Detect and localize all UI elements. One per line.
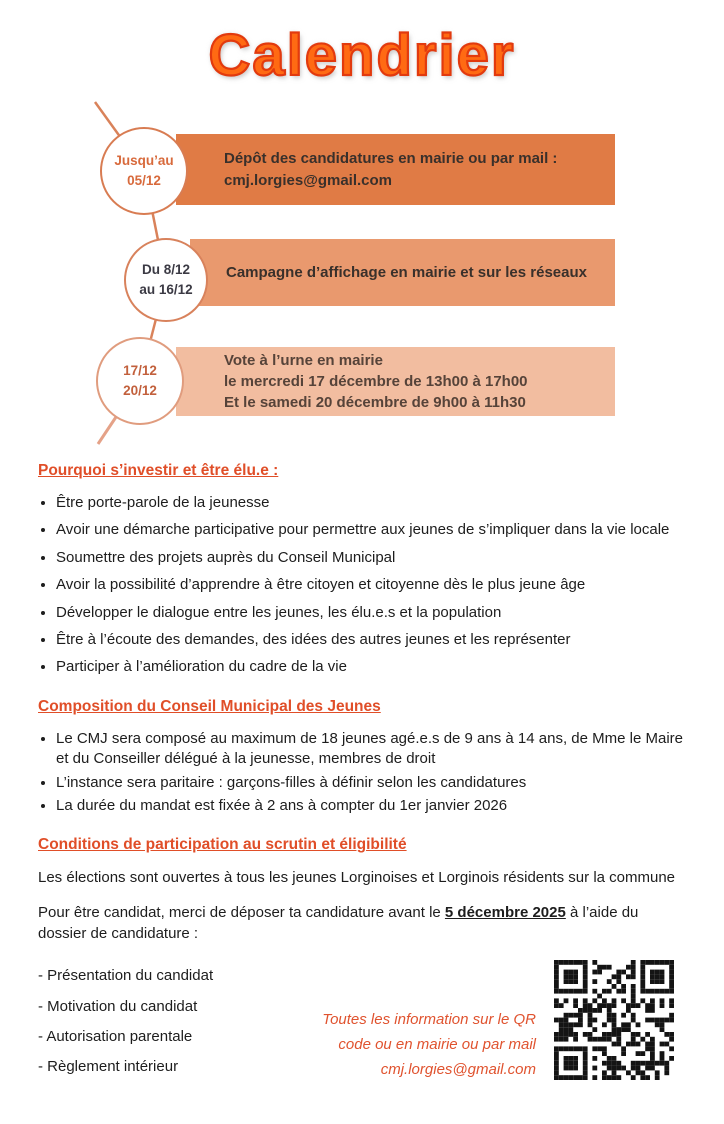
bottom-row	[38, 964, 690, 1124]
timeline-bar-text: le mercredi 17 décembre de 13h00 à 17h00	[224, 372, 528, 390]
page-title: Calendrier	[208, 23, 516, 88]
list-item: • La durée du mandat est fixée à 2 ans à compter du 1er janvier 2026	[56, 796, 690, 816]
timeline-date-circle-1	[100, 127, 188, 215]
timeline-date-line: Jusqu’au	[114, 153, 174, 169]
section-composition	[38, 698, 690, 817]
section-why	[38, 462, 690, 678]
dossier-item: - Autorisation parentale	[38, 1027, 193, 1045]
conditions-paragraph-2	[38, 902, 690, 944]
qr-note-line: code ou en mairie ou par mail	[338, 1036, 536, 1054]
list-item: • L’instance sera paritaire : garçons-filles à définir selon les candidatures	[56, 773, 690, 793]
list-item: • Être porte-parole de la jeunesse	[56, 493, 690, 513]
dossier-item: - Motivation du candidat	[38, 997, 198, 1015]
qr-note-line: cmj.lorgies@gmail.com	[380, 1060, 536, 1078]
conditions-paragraph-1: Les élections sont ouvertes à tous les jeunes Lorginoises et Lorginois résidents sur la commune	[38, 869, 676, 887]
section-heading-why: Pourquoi s’investir et être élu.e :	[38, 462, 279, 479]
timeline-date-line: au 16/12	[139, 282, 193, 297]
timeline-bar-candidatures	[176, 134, 615, 205]
qr-code	[554, 960, 674, 1080]
list-item: • Avoir la possibilité d’apprendre à être citoyen et citoyenne dès le plus jeune âge	[56, 575, 690, 595]
p2-after: à l’aide du dossier de candidature :	[38, 904, 639, 943]
timeline-bar-campagne	[190, 239, 615, 306]
list-item: • Être à l’écoute des demandes, des idées des autres jeunes et les représenter	[56, 630, 690, 650]
list-item: • Développer le dialogue entre les jeunes, les élu.e.s et la population	[56, 603, 690, 623]
list-item: • Participer à l’amélioration du cadre de la vie	[56, 657, 690, 677]
dossier-item: - Règlement intérieur	[38, 1058, 179, 1076]
section-heading-composition: Composition du Conseil Municipal des Jeunes	[38, 697, 381, 715]
timeline-bar-text: Dépôt des candidatures en mairie ou par mail :	[224, 150, 558, 168]
qr-code-image	[554, 960, 674, 1080]
timeline-date-circle-2	[124, 238, 208, 322]
timeline-date-line: Du 8/12	[141, 262, 191, 278]
timeline-date-line: 20/12	[123, 383, 157, 398]
section-conditions	[38, 836, 690, 944]
section-heading-conditions: Conditions de participation au scrutin et éligibilité	[38, 836, 407, 854]
list-item: • Soumettre des projets auprès du Conseil Municipal	[56, 548, 690, 568]
body-content	[38, 462, 690, 1124]
timeline-bar-vote	[176, 347, 615, 416]
timeline-bar-email: cmj.lorgies@gmail.com	[224, 171, 393, 189]
composition-bullet-list	[40, 729, 690, 817]
why-bullet-list	[40, 493, 690, 678]
p2-before: Pour être candidat, merci de déposer ta candidature avant le	[38, 904, 445, 922]
timeline-bar-text: Vote à l’urne en mairie	[224, 351, 383, 369]
timeline-date-circle-3	[96, 337, 184, 425]
timeline-date-line: 05/12	[127, 173, 161, 188]
timeline-bar-text: Campagne d’affichage en mairie et sur les réseaux	[226, 263, 587, 281]
timeline-date-line: 17/12	[123, 363, 157, 379]
qr-note-line: Toutes les information sur le QR	[322, 1011, 536, 1029]
deadline-date: 5 décembre 2025	[444, 904, 566, 922]
list-item: • Le CMJ sera composé au maximum de 18 jeunes agé.e.s de 9 ans à 14 ans, de Mme le Maire et du Conseiller délégué à la jeunesse, membres de droit	[56, 729, 690, 770]
timeline	[0, 100, 724, 460]
timeline-bar-text: Et le samedi 20 décembre de 9h00 à 11h30	[224, 394, 526, 412]
qr-info-note	[306, 1008, 536, 1082]
list-item: • Avoir une démarche participative pour permettre aux jeunes de s’impliquer dans la vie locale	[56, 520, 690, 540]
dossier-item: - Présentation du candidat	[38, 967, 214, 985]
